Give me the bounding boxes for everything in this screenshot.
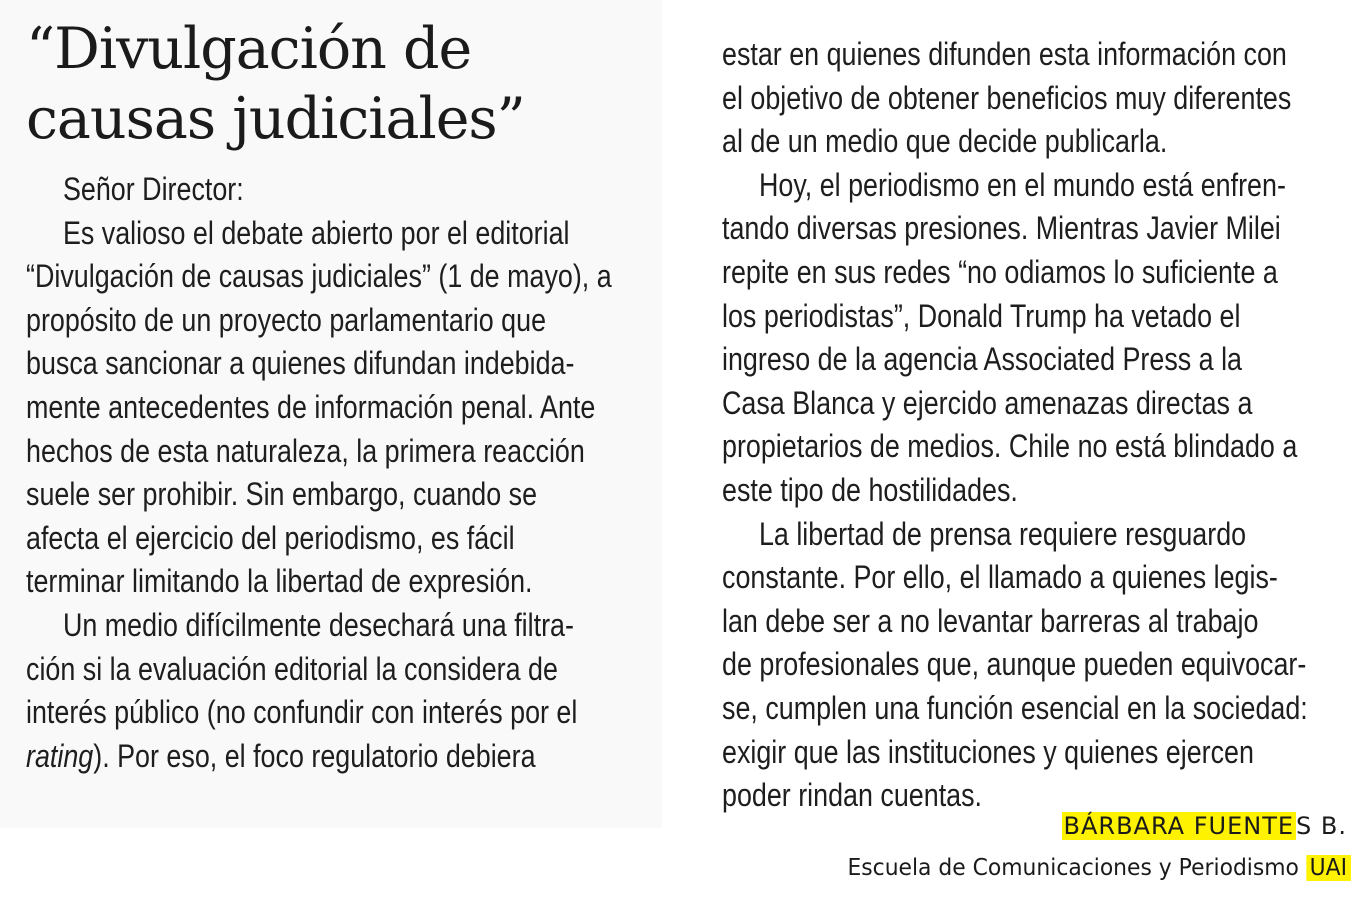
body-line: ingreso de la agencia Associated Press a la <box>722 341 1242 378</box>
body-line: hechos de esta naturaleza, la primera reacción <box>26 432 585 469</box>
body-line: afecta el ejercicio del periodismo, es fácil <box>26 519 515 556</box>
salutation: Señor Director: <box>62 171 244 207</box>
body-line: busca sancionar a quienes difundan indebida- <box>26 345 575 382</box>
body-line: repite en sus redes “no odiamos lo suficiente a <box>722 253 1278 290</box>
author-affiliation <box>848 855 1351 881</box>
body-line: este tipo de hostilidades. <box>722 471 1018 508</box>
body-line: Un medio difícilmente desechará una filtra- <box>62 606 574 643</box>
body-line: los periodistas”, Donald Trump ha vetado el <box>722 297 1241 334</box>
body-line: interés público (no confundir con interés por el <box>26 694 578 731</box>
body-line: Es valioso el debate abierto por el editorial <box>62 214 570 251</box>
body-line: se, cumplen una función esencial en la sociedad: <box>722 689 1308 726</box>
body-line-last <box>26 735 698 779</box>
right-column-body <box>722 33 1360 818</box>
body-line-rest: ). Por eso, el foco regulatorio debiera <box>93 737 536 774</box>
body-line: lan debe ser a no levantar barreras al trabajo <box>722 602 1259 639</box>
body-line: propietarios de medios. Chile no está blindado a <box>722 428 1298 465</box>
body-line: poder rindan cuentas. <box>722 777 983 814</box>
affiliation-text: Escuela de Comunicaciones y Periodismo <box>847 855 1307 881</box>
body-line: de profesionales que, aunque pueden equivocar- <box>722 646 1307 683</box>
left-column-body <box>26 168 698 778</box>
italic-word: rating <box>26 737 94 774</box>
letter-headline <box>26 14 646 154</box>
body-line: el objetivo de obtener beneficios muy diferentes <box>722 79 1292 116</box>
author-name <box>1062 812 1347 840</box>
headline-line-1: “Divulgación de <box>26 16 472 82</box>
author-name-highlighted: BÁRBARA FUENTE <box>1063 812 1295 840</box>
body-line: al de un medio que decide publicarla. <box>722 123 1168 160</box>
body-line: “Divulgación de causas judiciales” (1 de mayo), a <box>26 258 612 295</box>
body-line: ción si la evaluación editorial la considera de <box>26 650 558 687</box>
body-line: exigir que las instituciones y quienes ejercen <box>722 733 1254 770</box>
body-line: terminar limitando la libertad de expresión. <box>26 563 533 600</box>
body-line: constante. Por ello, el llamado a quienes legis- <box>722 559 1278 596</box>
headline-line-2: causas judiciales” <box>26 86 525 152</box>
body-line: tando diversas presiones. Mientras Javier Milei <box>722 210 1281 247</box>
body-line: Hoy, el periodismo en el mundo está enfren- <box>758 166 1286 203</box>
body-line: estar en quienes difunden esta información con <box>722 36 1287 72</box>
body-line: mente antecedentes de información penal. Ante <box>26 388 596 425</box>
author-name-rest: S B. <box>1296 812 1347 840</box>
body-line: La libertad de prensa requiere resguardo <box>758 515 1247 552</box>
affiliation-highlighted: UAI <box>1306 855 1351 881</box>
body-line: suele ser prohibir. Sin embargo, cuando se <box>26 476 538 513</box>
body-line: Casa Blanca y ejercido amenazas directas a <box>722 384 1253 421</box>
body-line: propósito de un proyecto parlamentario que <box>26 301 547 338</box>
